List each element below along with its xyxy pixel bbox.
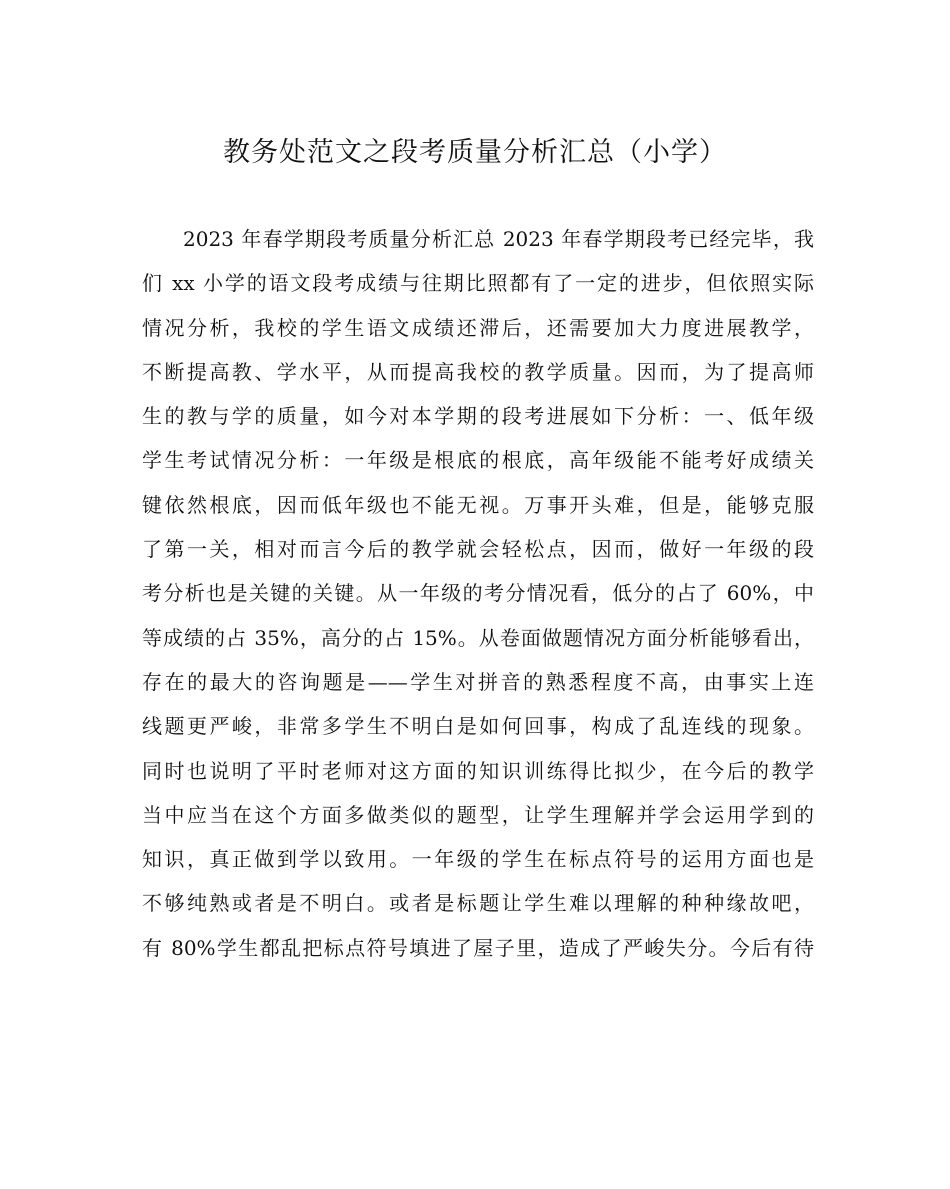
document-body bbox=[142, 222, 814, 975]
body-line: 知识，真正做到学以致用。一年级的学生在标点符号的运用方面也是 bbox=[142, 847, 814, 872]
body-line: 学生考试情况分析：一年级是根底的根底，高年级能不能考好成绩关 bbox=[142, 448, 814, 473]
body-line: 们 xx 小学的语文段考成绩与往期比照都有了一定的进步，但依照实际 bbox=[142, 271, 814, 296]
body-line: 生的教与学的质量，如今对本学期的段考进展如下分析：一、低年级 bbox=[142, 404, 814, 429]
body-line: 情况分析，我校的学生语文成绩还滞后，还需要加大力度进展教学， bbox=[142, 315, 814, 340]
body-line: 了第一关，相对而言今后的教学就会轻松点，因而，做好一年级的段 bbox=[142, 537, 814, 562]
body-line: 存在的最大的咨询题是——学生对拼音的熟悉程度不高，由事实上连 bbox=[142, 669, 814, 694]
body-line: 等成绩的占 35%，高分的占 15%。从卷面做题情况方面分析能够看出， bbox=[142, 625, 814, 650]
body-line: 不够纯熟或者是不明白。或者是标题让学生难以理解的种种缘故吧， bbox=[142, 891, 814, 916]
body-line: 考分析也是关键的关键。从一年级的考分情况看，低分的占了 60%，中 bbox=[142, 581, 814, 606]
body-line: 当中应当在这个方面多做类似的题型，让学生理解并学会运用学到的 bbox=[142, 802, 814, 827]
body-line: 2023 年春学期段考质量分析汇总 2023 年春学期段考已经完毕，我 bbox=[183, 227, 814, 251]
body-line: 线题更严峻，非常多学生不明白是如何回事，构成了乱连线的现象。 bbox=[142, 714, 814, 739]
body-line: 不断提高教、学水平，从而提高我校的教学质量。因而，为了提高师 bbox=[142, 359, 814, 384]
body-line: 键依然根底，因而低年级也不能无视。万事开头难，但是，能够克服 bbox=[142, 492, 814, 517]
body-line: 同时也说明了平时老师对这方面的知识训练得比拟少，在今后的教学 bbox=[142, 758, 814, 783]
document-title: 教务处范文之段考质量分析汇总（小学） bbox=[223, 137, 727, 168]
body-line: 有 80%学生都乱把标点符号填进了屋子里，造成了严峻失分。今后有待 bbox=[142, 935, 814, 960]
